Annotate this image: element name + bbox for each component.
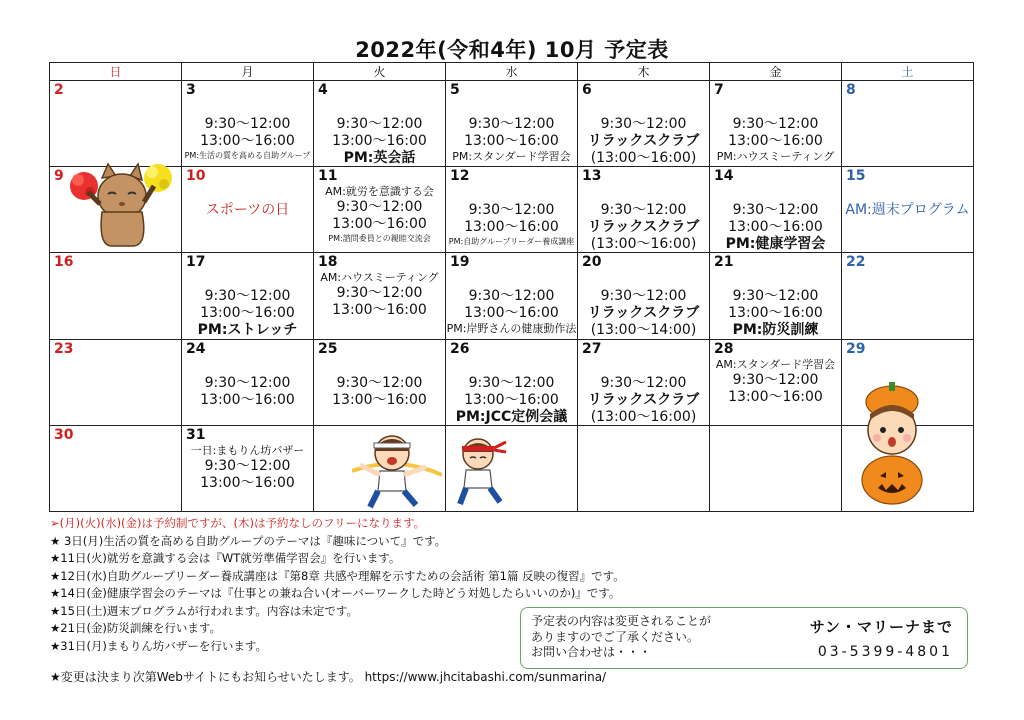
day-number: 11 bbox=[318, 168, 338, 185]
calendar-day-cell bbox=[446, 253, 578, 339]
day-number: 14 bbox=[714, 168, 734, 185]
contact-message-line: お問い合わせは・・・ bbox=[531, 645, 652, 659]
schedule-spacer bbox=[578, 358, 709, 375]
schedule-spacer bbox=[710, 271, 841, 288]
calendar-day-cell bbox=[842, 253, 974, 339]
schedule-spacer bbox=[182, 358, 313, 375]
day-schedule bbox=[182, 358, 313, 409]
schedule-line: 13:00〜16:00 bbox=[332, 216, 427, 233]
day-number: 8 bbox=[846, 82, 856, 98]
calendar-day-cell bbox=[182, 81, 314, 167]
schedule-line: AM:就労を意識する会 bbox=[325, 185, 434, 199]
schedule-line: 9:30〜12:00 bbox=[732, 202, 819, 219]
day-number: 31 bbox=[186, 426, 206, 443]
day-number: 29 bbox=[846, 340, 866, 357]
schedule-line: 一日:まもりん坊バザー bbox=[190, 443, 305, 457]
runner-headband-illustration bbox=[444, 432, 514, 508]
cat-cheerleader-illustration bbox=[62, 156, 180, 252]
schedule-spacer bbox=[578, 99, 709, 116]
day-number: 9 bbox=[54, 168, 64, 185]
schedule-spacer bbox=[446, 99, 577, 116]
contact-phone: 03-5399-4801 bbox=[817, 644, 953, 660]
schedule-line: 9:30〜12:00 bbox=[336, 285, 423, 302]
schedule-line: PM:ハウスミーティング bbox=[716, 150, 835, 163]
day-schedule bbox=[710, 185, 841, 253]
day-schedule bbox=[446, 358, 577, 426]
schedule-spacer bbox=[710, 99, 841, 116]
schedule-line: PM:健康学習会 bbox=[725, 236, 826, 253]
calendar-day-cell bbox=[446, 167, 578, 253]
weekday-tue: 火 bbox=[314, 63, 446, 81]
schedule-line: リラックスクラブ bbox=[587, 133, 700, 149]
schedule-line: 13:00〜16:00 bbox=[464, 305, 559, 322]
schedule-spacer bbox=[182, 99, 313, 116]
day-number: 24 bbox=[186, 340, 206, 357]
day-number: 27 bbox=[582, 340, 602, 357]
runner-icon bbox=[360, 436, 426, 507]
day-number: 19 bbox=[450, 254, 470, 271]
schedule-line: スポーツの日 bbox=[205, 202, 290, 219]
day-number: 4 bbox=[318, 82, 328, 98]
cat-icon bbox=[88, 164, 154, 246]
day-number: 28 bbox=[714, 340, 734, 357]
day-number: 22 bbox=[846, 254, 866, 271]
weekday-wed: 水 bbox=[446, 63, 578, 81]
day-schedule bbox=[182, 99, 313, 162]
schedule-line: 13:00〜16:00 bbox=[332, 302, 427, 319]
weekday-mon: 月 bbox=[182, 63, 314, 81]
day-schedule bbox=[314, 271, 445, 319]
calendar-day-cell bbox=[50, 81, 182, 167]
day-schedule bbox=[182, 444, 313, 492]
weekday-fri: 金 bbox=[710, 63, 842, 81]
note-item: ★14日(金)健康学習会のテーマは『仕事との兼ね合い(オーバーワークした時どう対処したらいいのか)』です。 bbox=[50, 586, 621, 600]
schedule-line: 13:00〜16:00 bbox=[200, 474, 295, 491]
calendar-day-cell bbox=[314, 339, 446, 425]
schedule-spacer bbox=[314, 99, 445, 116]
calendar-day-cell bbox=[182, 425, 314, 511]
note-item: ★ 3日(月)生活の質を高める自助グループのテーマは『趣味について』です。 bbox=[50, 533, 447, 548]
calendar-week-row bbox=[50, 339, 974, 425]
pumpkin-costume-icon bbox=[862, 456, 922, 504]
day-number: 10 bbox=[186, 168, 206, 185]
schedule-spacer bbox=[446, 271, 577, 288]
schedule-spacer bbox=[842, 185, 973, 202]
calendar-day-cell bbox=[578, 81, 710, 167]
schedule-line: 9:30〜12:00 bbox=[732, 116, 819, 132]
schedule-line: 13:00〜16:00 bbox=[464, 219, 559, 236]
day-number: 18 bbox=[318, 254, 338, 271]
schedule-line: (13:00〜16:00) bbox=[590, 408, 697, 425]
calendar-day-cell bbox=[50, 253, 182, 339]
schedule-line: リラックスクラブ bbox=[587, 305, 700, 322]
schedule-line: 13:00〜16:00 bbox=[332, 391, 427, 408]
day-number: 26 bbox=[450, 340, 470, 357]
calendar-day-cell bbox=[446, 81, 578, 167]
schedule-line: 9:30〜12:00 bbox=[204, 288, 291, 305]
day-schedule bbox=[710, 271, 841, 339]
schedule-spacer bbox=[578, 185, 709, 202]
note-item: ★31日(月)まもりん坊バザーを行います。 bbox=[50, 638, 267, 653]
schedule-line: 13:00〜16:00 bbox=[464, 133, 559, 149]
schedule-spacer bbox=[446, 185, 577, 202]
day-number: 7 bbox=[714, 82, 724, 98]
schedule-spacer bbox=[182, 185, 313, 202]
day-number: 3 bbox=[186, 82, 196, 98]
calendar-day-cell bbox=[710, 81, 842, 167]
schedule-spacer bbox=[446, 358, 577, 375]
day-number: 12 bbox=[450, 168, 470, 185]
pumpkin-child-illustration bbox=[852, 380, 932, 510]
schedule-line: 9:30〜12:00 bbox=[204, 116, 291, 132]
day-number: 17 bbox=[186, 254, 206, 271]
schedule-line: PM:JCC定例会議 bbox=[455, 408, 568, 425]
day-schedule bbox=[842, 185, 973, 219]
weekday-header-row bbox=[50, 63, 974, 81]
day-number: 20 bbox=[582, 254, 602, 271]
schedule-line: リラックスクラブ bbox=[587, 219, 700, 236]
calendar-day-cell bbox=[710, 167, 842, 253]
schedule-line: 13:00〜16:00 bbox=[200, 305, 295, 322]
calendar-week-row bbox=[50, 167, 974, 253]
day-number: 5 bbox=[450, 82, 460, 98]
day-schedule bbox=[578, 358, 709, 426]
day-schedule bbox=[314, 185, 445, 245]
schedule-line: 9:30〜12:00 bbox=[732, 371, 819, 388]
schedule-spacer bbox=[314, 358, 445, 375]
calendar-day-cell bbox=[710, 425, 842, 511]
schedule-line: 13:00〜16:00 bbox=[332, 133, 427, 149]
contact-org: サン・マリーナまで bbox=[809, 618, 953, 636]
schedule-line: AM:ハウスミーティング bbox=[320, 271, 439, 285]
day-number: 13 bbox=[582, 168, 602, 185]
note-item: ★15日(土)週末プログラムが行われます。内容は未定です。 bbox=[50, 603, 358, 618]
schedule-line: 9:30〜12:00 bbox=[600, 116, 687, 132]
day-number: 6 bbox=[582, 82, 592, 98]
schedule-line: 13:00〜16:00 bbox=[728, 219, 823, 236]
day-schedule bbox=[578, 271, 709, 339]
schedule-line: (13:00〜16:00) bbox=[590, 236, 697, 253]
day-number: 21 bbox=[714, 254, 734, 271]
schedule-line: 13:00〜16:00 bbox=[464, 391, 559, 408]
schedule-line: リラックスクラブ bbox=[587, 391, 700, 408]
calendar-day-cell bbox=[842, 81, 974, 167]
schedule-line: 9:30〜12:00 bbox=[204, 457, 291, 474]
child-face-icon bbox=[868, 405, 916, 454]
calendar-day-cell bbox=[50, 339, 182, 425]
contact-message-line: 予定表の内容は変更されることが bbox=[531, 614, 712, 628]
schedule-line: PM:生活の質を高める自助グループ bbox=[184, 151, 311, 160]
schedule-spacer bbox=[710, 185, 841, 202]
contact-message bbox=[531, 614, 711, 661]
day-schedule bbox=[314, 99, 445, 167]
calendar-day-cell bbox=[50, 425, 182, 511]
weekday-thu: 木 bbox=[578, 63, 710, 81]
day-schedule bbox=[578, 99, 709, 167]
schedule-line: (13:00〜14:00) bbox=[590, 322, 697, 339]
note-item: ★11日(火)就労を意識する会は『WT就労準備学習会』を行います。 bbox=[50, 551, 401, 565]
schedule-line: AM:週末プログラム bbox=[845, 202, 970, 219]
schedule-line: 9:30〜12:00 bbox=[468, 374, 555, 391]
schedule-line: 13:00〜16:00 bbox=[728, 133, 823, 149]
day-schedule bbox=[182, 271, 313, 339]
schedule-line: PM:諮問委員との親睦交流会 bbox=[328, 234, 431, 244]
calendar-day-cell bbox=[314, 81, 446, 167]
day-schedule bbox=[446, 185, 577, 248]
day-number: 16 bbox=[54, 254, 74, 271]
schedule-line: 13:00〜16:00 bbox=[728, 388, 823, 405]
schedule-line: PM:ストレッチ bbox=[197, 322, 298, 339]
schedule-line: 9:30〜12:00 bbox=[600, 374, 687, 391]
schedule-line: 9:30〜12:00 bbox=[600, 202, 687, 219]
pompom-right-icon bbox=[144, 164, 172, 192]
schedule-spacer bbox=[578, 271, 709, 288]
schedule-line: AM:スタンダード学習会 bbox=[715, 357, 836, 371]
calendar-day-cell bbox=[314, 167, 446, 253]
day-number: 15 bbox=[846, 168, 866, 185]
schedule-line: 9:30〜12:00 bbox=[336, 374, 423, 391]
schedule-line: 9:30〜12:00 bbox=[468, 288, 555, 305]
day-number: 30 bbox=[54, 426, 74, 443]
schedule-line: 9:30〜12:00 bbox=[600, 288, 687, 305]
day-schedule bbox=[182, 185, 313, 219]
calendar-day-cell bbox=[182, 167, 314, 253]
day-number: 2 bbox=[54, 82, 64, 98]
day-schedule bbox=[446, 99, 577, 164]
contact-message-line: ありますのでご了承ください。 bbox=[531, 629, 700, 644]
day-schedule bbox=[710, 358, 841, 406]
day-schedule bbox=[446, 271, 577, 336]
note-item: ★12日(水)自助グループリーダー養成講座は『第8章 共感や理解を示すための会話術 第1篇 反映の復習』です。 bbox=[50, 568, 625, 583]
schedule-line: 9:30〜12:00 bbox=[468, 116, 555, 132]
calendar-day-cell bbox=[578, 167, 710, 253]
schedule-line: 13:00〜16:00 bbox=[200, 391, 295, 408]
calendar-week-row bbox=[50, 253, 974, 339]
runner-tape-illustration bbox=[352, 425, 442, 511]
day-number: 25 bbox=[318, 340, 338, 357]
day-schedule bbox=[578, 185, 709, 253]
note-item: ➢(月)(火)(水)(金)は予約制ですが、(木)は予約なしのフリーになります。 bbox=[50, 516, 426, 530]
calendar-day-cell bbox=[182, 253, 314, 339]
schedule-line: 9:30〜12:00 bbox=[204, 374, 291, 391]
calendar-day-cell bbox=[578, 339, 710, 425]
calendar-day-cell bbox=[710, 253, 842, 339]
day-schedule bbox=[314, 358, 445, 409]
schedule-line: PM:防災訓練 bbox=[732, 322, 819, 339]
weekday-sun: 日 bbox=[50, 63, 182, 81]
schedule-line: PM:自助グループリーダー養成講座 bbox=[448, 237, 575, 247]
schedule-line: 13:00〜16:00 bbox=[728, 305, 823, 322]
schedule-line: 9:30〜12:00 bbox=[336, 116, 423, 132]
day-number: 23 bbox=[54, 340, 74, 357]
schedule-line: 9:30〜12:00 bbox=[336, 199, 423, 216]
footer-note: ★変更は決まり次第Webサイトにもお知らせいたします。 https://www.jhcitabashi.com/sunmarina/ bbox=[50, 670, 607, 684]
schedule-line: (13:00〜16:00) bbox=[590, 150, 697, 166]
schedule-line: 13:00〜16:00 bbox=[200, 133, 295, 149]
page-title: 2022年(令和4年) 10月 予定表 bbox=[355, 38, 669, 62]
calendar-day-cell bbox=[578, 253, 710, 339]
schedule-line: PM:岸野さんの健康動作法 bbox=[446, 322, 577, 336]
schedule-spacer bbox=[182, 271, 313, 288]
runner-icon bbox=[460, 439, 506, 504]
weekday-sat: 土 bbox=[842, 63, 974, 81]
calendar-day-cell bbox=[842, 167, 974, 253]
contact-box bbox=[520, 607, 968, 669]
schedule-line: PM:スタンダード学習会 bbox=[452, 150, 571, 163]
calendar-day-cell bbox=[182, 339, 314, 425]
calendar-week-row bbox=[50, 81, 974, 167]
calendar-day-cell bbox=[314, 253, 446, 339]
schedule-line: 9:30〜12:00 bbox=[468, 202, 555, 219]
calendar-day-cell bbox=[446, 339, 578, 425]
schedule-line: PM:英会話 bbox=[343, 150, 416, 166]
note-item: ★21日(金)防災訓練を行います。 bbox=[50, 621, 221, 635]
calendar-day-cell bbox=[578, 425, 710, 511]
day-schedule bbox=[710, 99, 841, 164]
calendar-day-cell bbox=[710, 339, 842, 425]
schedule-line: 9:30〜12:00 bbox=[732, 288, 819, 305]
